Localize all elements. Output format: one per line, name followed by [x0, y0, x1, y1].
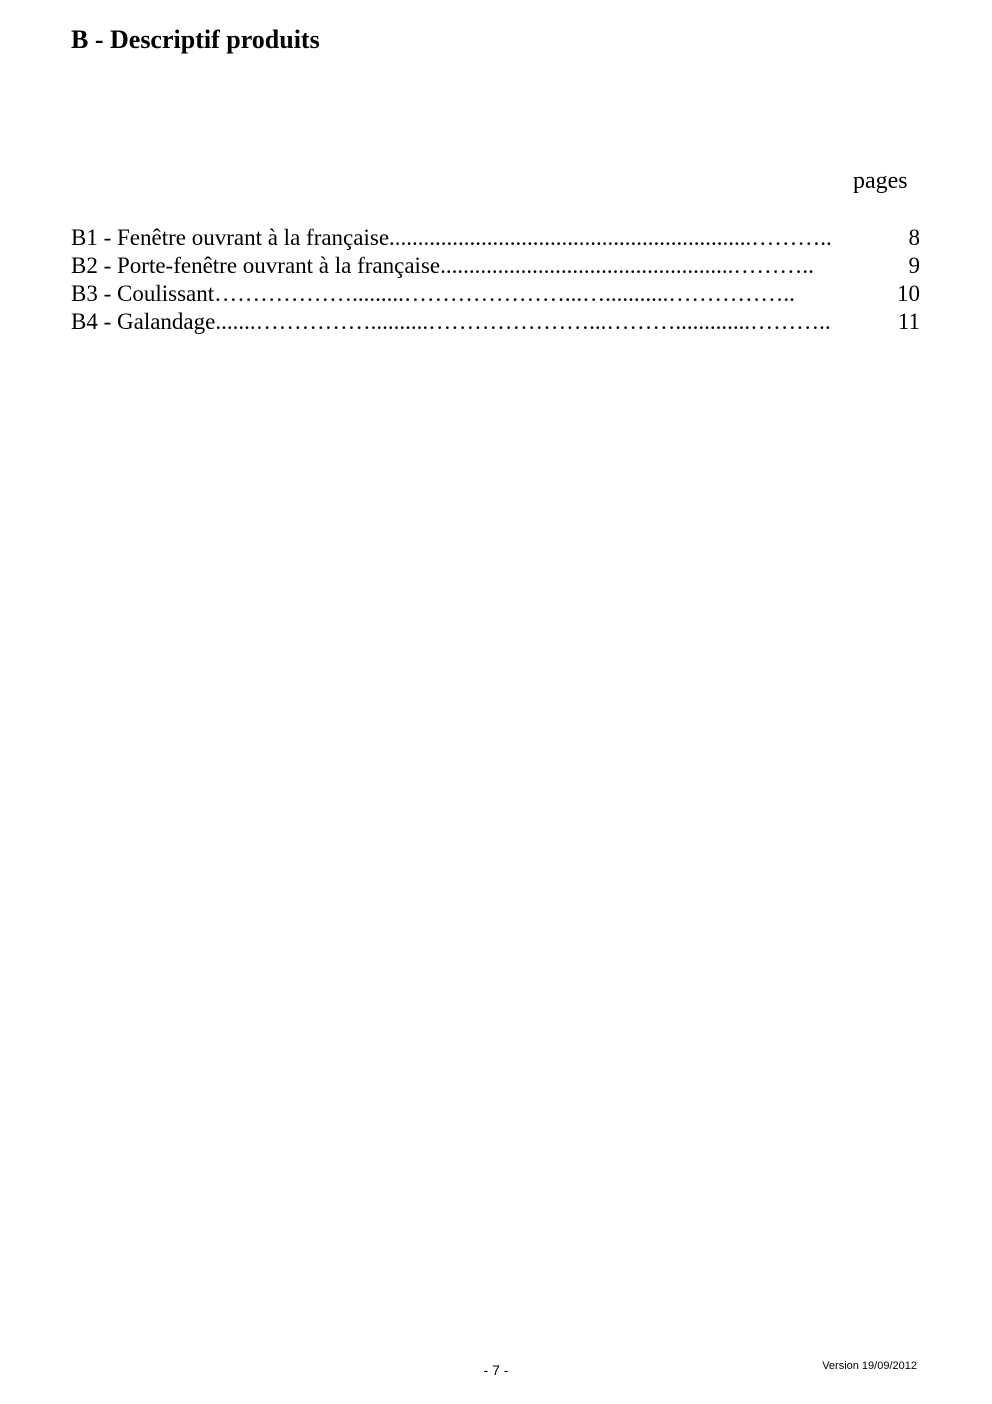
toc-entry-label: B2 - Porte-fenêtre ouvrant à la française: [71, 253, 441, 278]
toc-entry-b2[interactable]: [71, 252, 920, 280]
toc-dot-leader: ...................................................………..: [440, 253, 814, 278]
toc-dot-leader: .......……………..........…………………...……….............………..: [215, 309, 831, 334]
table-of-contents: [71, 224, 920, 336]
toc-entry-b3[interactable]: [71, 280, 920, 308]
toc-entry-b4[interactable]: [71, 308, 920, 336]
footer-version: Version 19/09/2012: [822, 1360, 917, 1372]
pages-column-heading: pages: [853, 168, 908, 194]
toc-page-number: 11: [897, 309, 920, 334]
toc-page-number: 8: [908, 225, 920, 250]
toc-entry-label: B1 - Fenêtre ouvrant à la française: [71, 225, 390, 250]
toc-page-number: 9: [908, 253, 920, 278]
toc-entry-b1[interactable]: [71, 224, 920, 252]
toc-page-number: 10: [897, 281, 920, 306]
page-title: B - Descriptif produits: [71, 25, 320, 54]
footer-page-number: - 7 -: [483, 1362, 509, 1378]
toc-entry-label: B4 - Galandage: [71, 309, 216, 334]
toc-dot-leader: ...............................................................………..: [389, 225, 832, 250]
toc-dot-leader: ……………….........…………………...…...........……………..: [214, 281, 795, 306]
toc-entry-label: B3 - Coulissant: [71, 281, 215, 306]
